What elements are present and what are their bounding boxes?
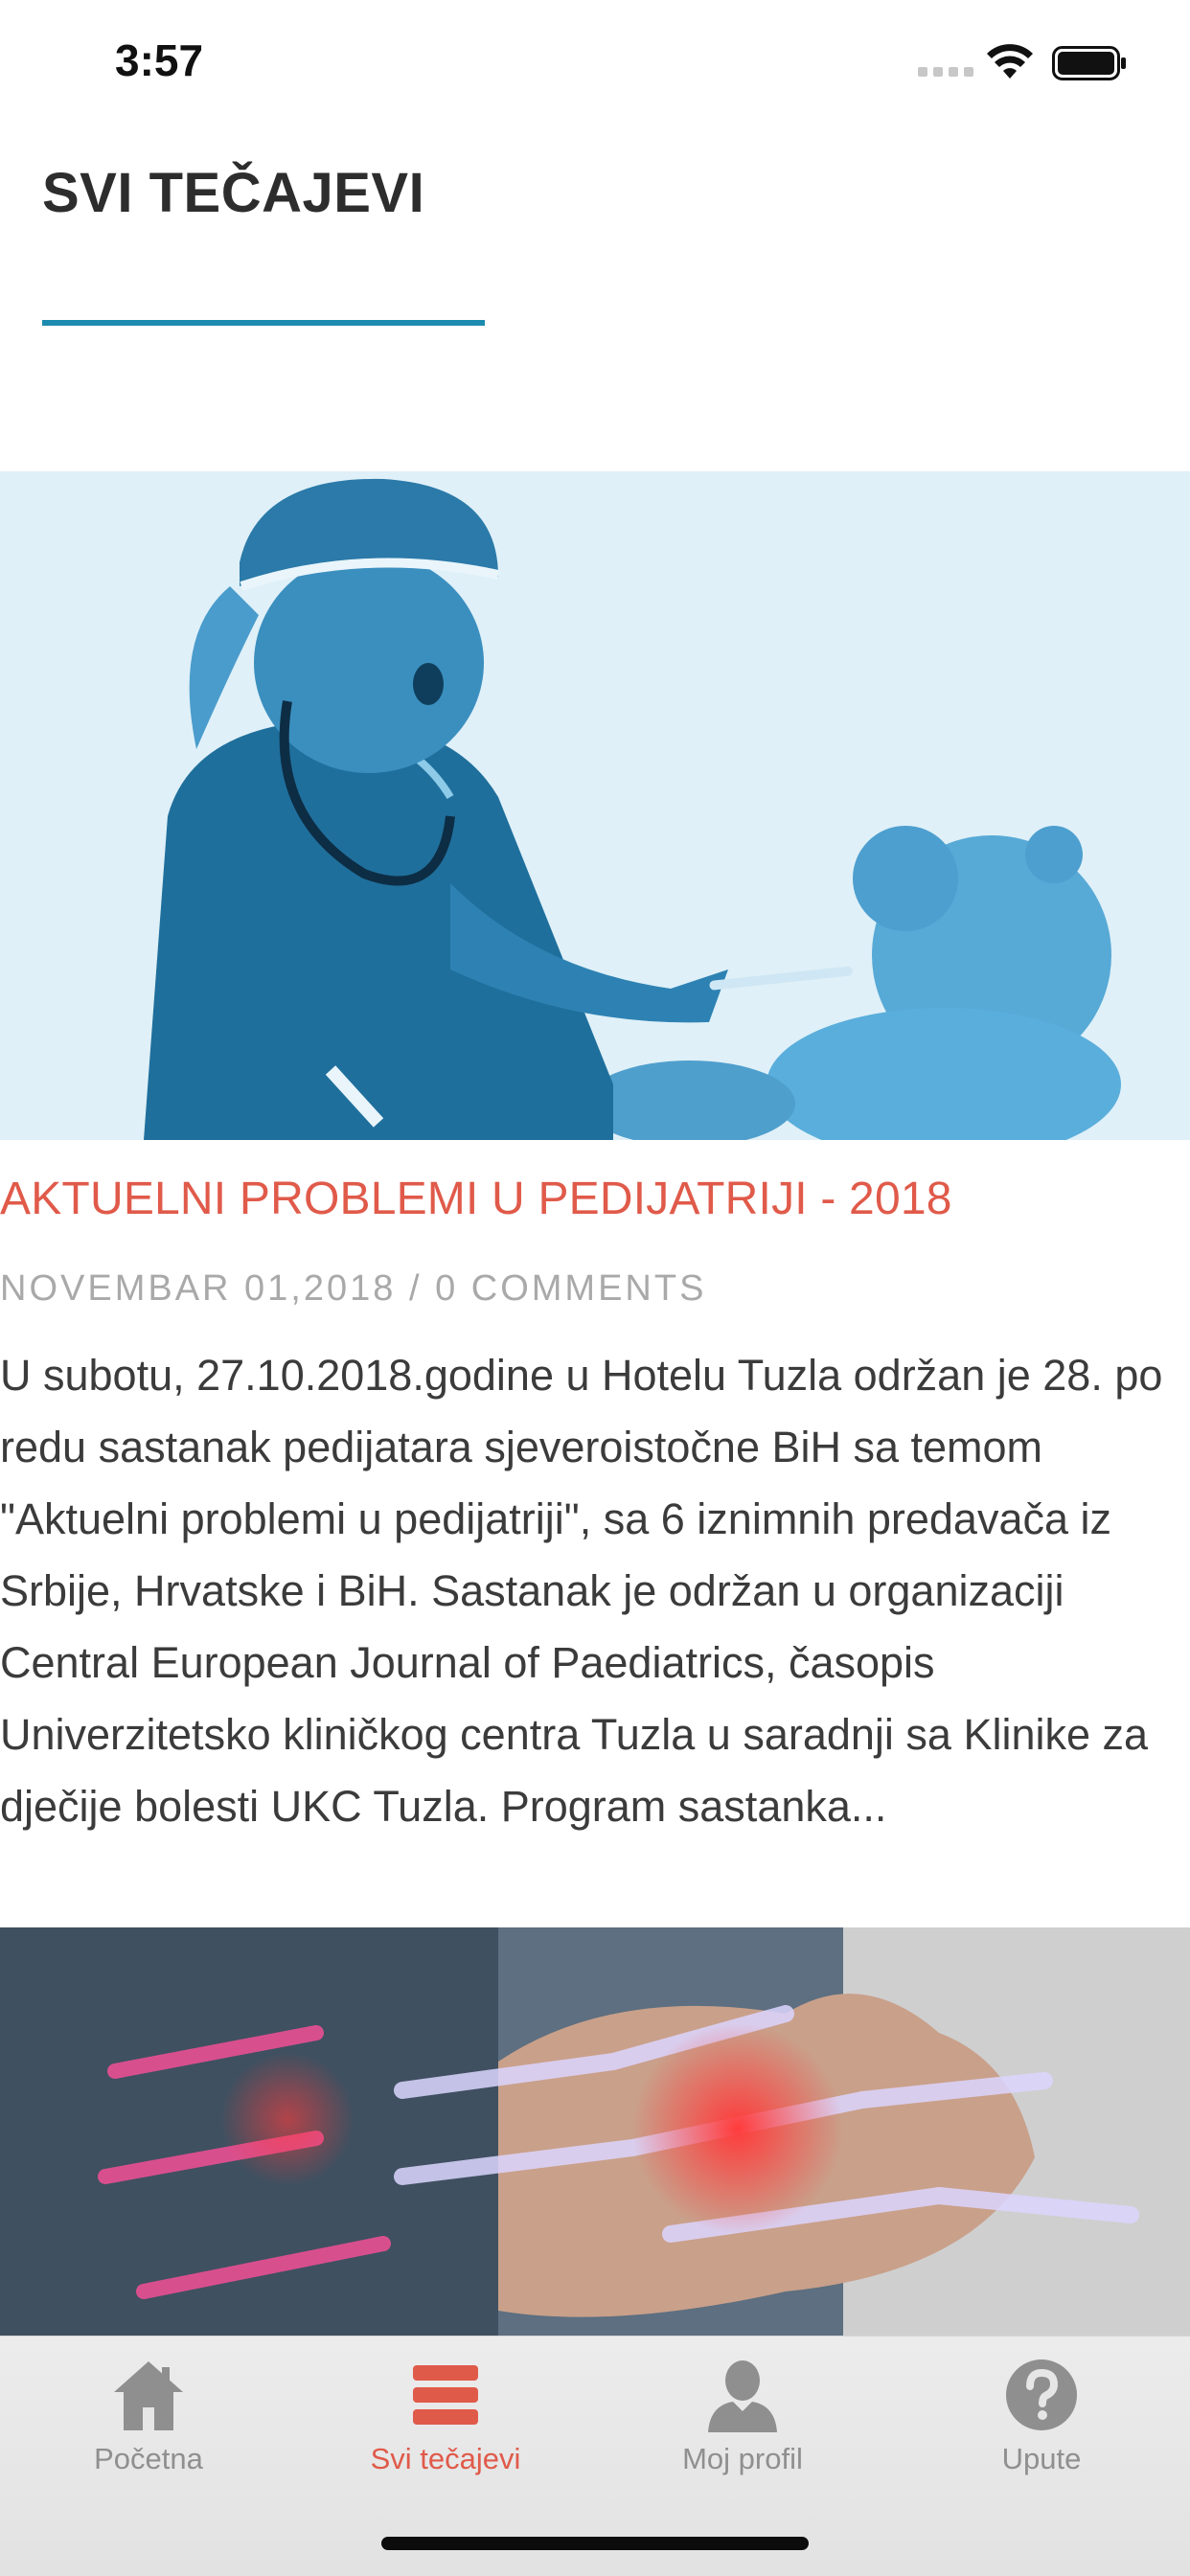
cellular-signal-icon — [918, 63, 975, 77]
home-icon — [110, 2358, 187, 2432]
tab-label: Moj profil — [682, 2442, 803, 2475]
list-icon — [407, 2358, 484, 2432]
course-title[interactable]: AKTUELNI PROBLEMI U PEDIJATRIJI - 2018 — [0, 1174, 952, 1224]
status-bar — [0, 0, 1190, 128]
course-image-pediatrics[interactable] — [0, 471, 1190, 1140]
wifi-icon — [985, 42, 1035, 80]
user-icon — [704, 2358, 781, 2432]
tab-upute[interactable] — [893, 2358, 1190, 2501]
status-time: 3:57 — [115, 35, 204, 85]
battery-icon — [1052, 46, 1127, 80]
page-title: SVI TEČAJEVI — [42, 162, 425, 224]
tab-label: Upute — [1001, 2442, 1082, 2475]
tab-moj-profil[interactable] — [594, 2358, 891, 2501]
course-image-xray-hand[interactable] — [0, 1927, 1190, 2339]
tab-svi-tecajevi[interactable] — [297, 2358, 594, 2501]
tab-label: Početna — [94, 2442, 203, 2475]
tab-label: Svi tečajevi — [370, 2442, 521, 2475]
title-underline — [42, 320, 485, 326]
course-excerpt: U subotu, 27.10.2018.godine u Hotelu Tuzla održan je 28. po redu sastanak pedijatara sjeveroistočne BiH sa temom "Aktuelni problemi u pedijatriji", sa 6 iznimnih predavača iz Srbije, Hrvatske i BiH. Sastanak je održan u organizaciji Central European Journal of Paediatrics, časopis Univerzitetsko kliničkog centra Tuzla u saradnji sa Klinike za dječije bolesti UKC Tuzla. Program sastanka... — [0, 1351, 1163, 1831]
help-icon — [1003, 2358, 1080, 2432]
tab-pocetna[interactable] — [0, 2358, 297, 2501]
home-indicator[interactable] — [381, 2537, 809, 2550]
course-meta: NOVEMBAR 01,2018 / 0 COMMENTS — [0, 1268, 707, 1309]
